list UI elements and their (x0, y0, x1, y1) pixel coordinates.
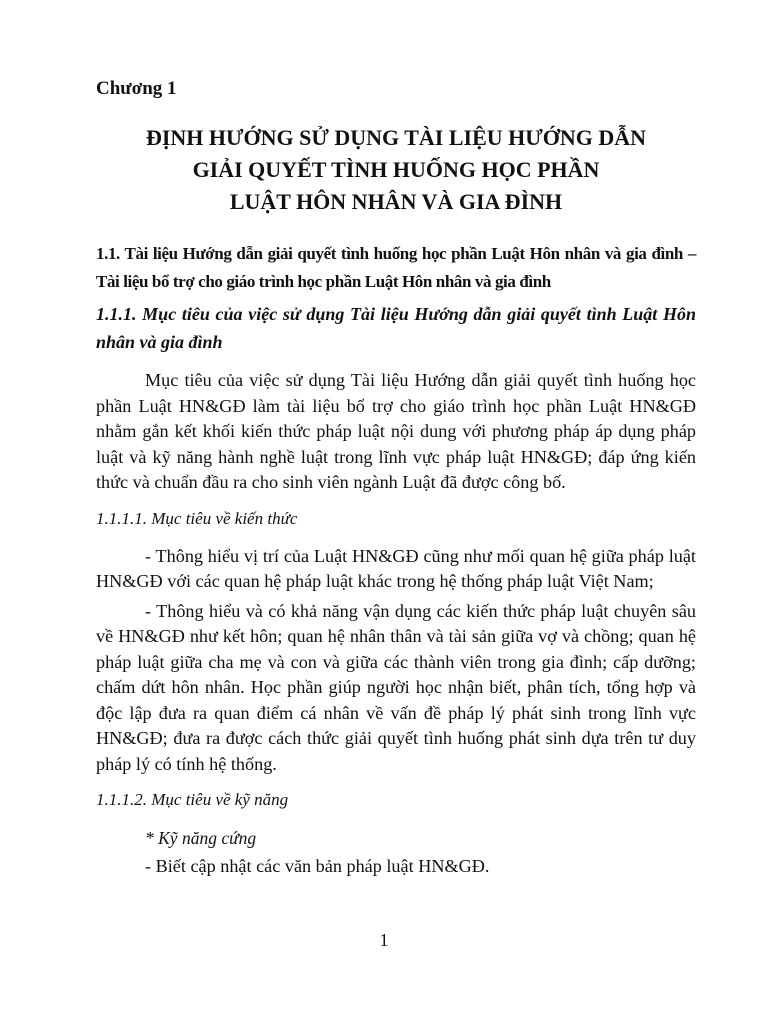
document-page (96, 74, 696, 879)
chapter-title (96, 122, 696, 218)
intro-paragraph: Mục tiêu của việc sử dụng Tài liệu Hướng dẫn giải quyết tình huống học phần Luật HN&GĐ làm tài liệu bổ trợ cho giáo trình học phần Luật HN&GĐ nhằm gắn kết khối kiến thức pháp luật nội dung với phương pháp áp dụng pháp luật và kỹ năng hành nghề luật trong lĩnh vực pháp luật HN&GĐ; đáp ứng kiến thức và chuẩn đầu ra cho sinh viên ngành Luật đã được công bố. (96, 370, 696, 492)
section-1-1-1-2-heading: 1.1.1.2. Mục tiêu về kỹ năng (96, 790, 289, 809)
knowledge-paragraph-1: - Thông hiểu vị trí của Luật HN&GĐ cũng như mối quan hệ giữa pháp luật HN&GĐ với các quan hệ pháp luật khác trong hệ thống pháp luật Việt Nam; (96, 545, 696, 591)
knowledge-paragraph-2: - Thông hiểu và có khả năng vận dụng các kiến thức pháp luật chuyên sâu về HN&GĐ như kết hôn; quan hệ nhân thân và tài sản giữa vợ và chồng; quan hệ pháp luật giữa cha mẹ và con và giữa các thành viên trong gia đình; cấp dưỡng; chấm dứt hôn nhân. Học phần giúp người học nhận biết, phân tích, tổng hợp và độc lập đưa ra quan điểm cá nhân về vấn đề pháp lý phát sinh trong lĩnh vực HN&GĐ; đưa ra được cách thức giải quyết tình huống phát sinh dựa trên tư duy pháp lý có tính hệ thống. (96, 600, 696, 774)
section-1-1-1-1-heading: 1.1.1.1. Mục tiêu về kiến thức (96, 508, 298, 528)
skill-item-1: - Biết cập nhật các văn bản pháp luật HN&GĐ. (145, 856, 490, 876)
chapter-title-line-3: LUẬT HÔN NHÂN VÀ GIA ĐÌNH (229, 189, 563, 214)
chapter-title-line-2: GIẢI QUYẾT TÌNH HUỐNG HỌC PHẦN (192, 157, 600, 182)
chapter-heading: Chương 1 (96, 78, 177, 99)
hard-skills-label: * Kỹ năng cứng (145, 828, 257, 848)
section-1-1-heading: 1.1. Tài liệu Hướng dẫn giải quyết tình huống học phần Luật Hôn nhân và gia đình – Tài liệu bổ trợ cho giáo trình học phần Luật Hôn nhân và gia đình (96, 244, 696, 291)
page-number: 1 (379, 930, 389, 950)
section-1-1-1-heading: 1.1.1. Mục tiêu của việc sử dụng Tài liệu Hướng dẫn giải quyết tình Luật Hôn nhân và gia đình (96, 304, 696, 352)
chapter-title-line-1: ĐỊNH HƯỚNG SỬ DỤNG TÀI LIỆU HƯỚNG DẪN (145, 125, 647, 150)
